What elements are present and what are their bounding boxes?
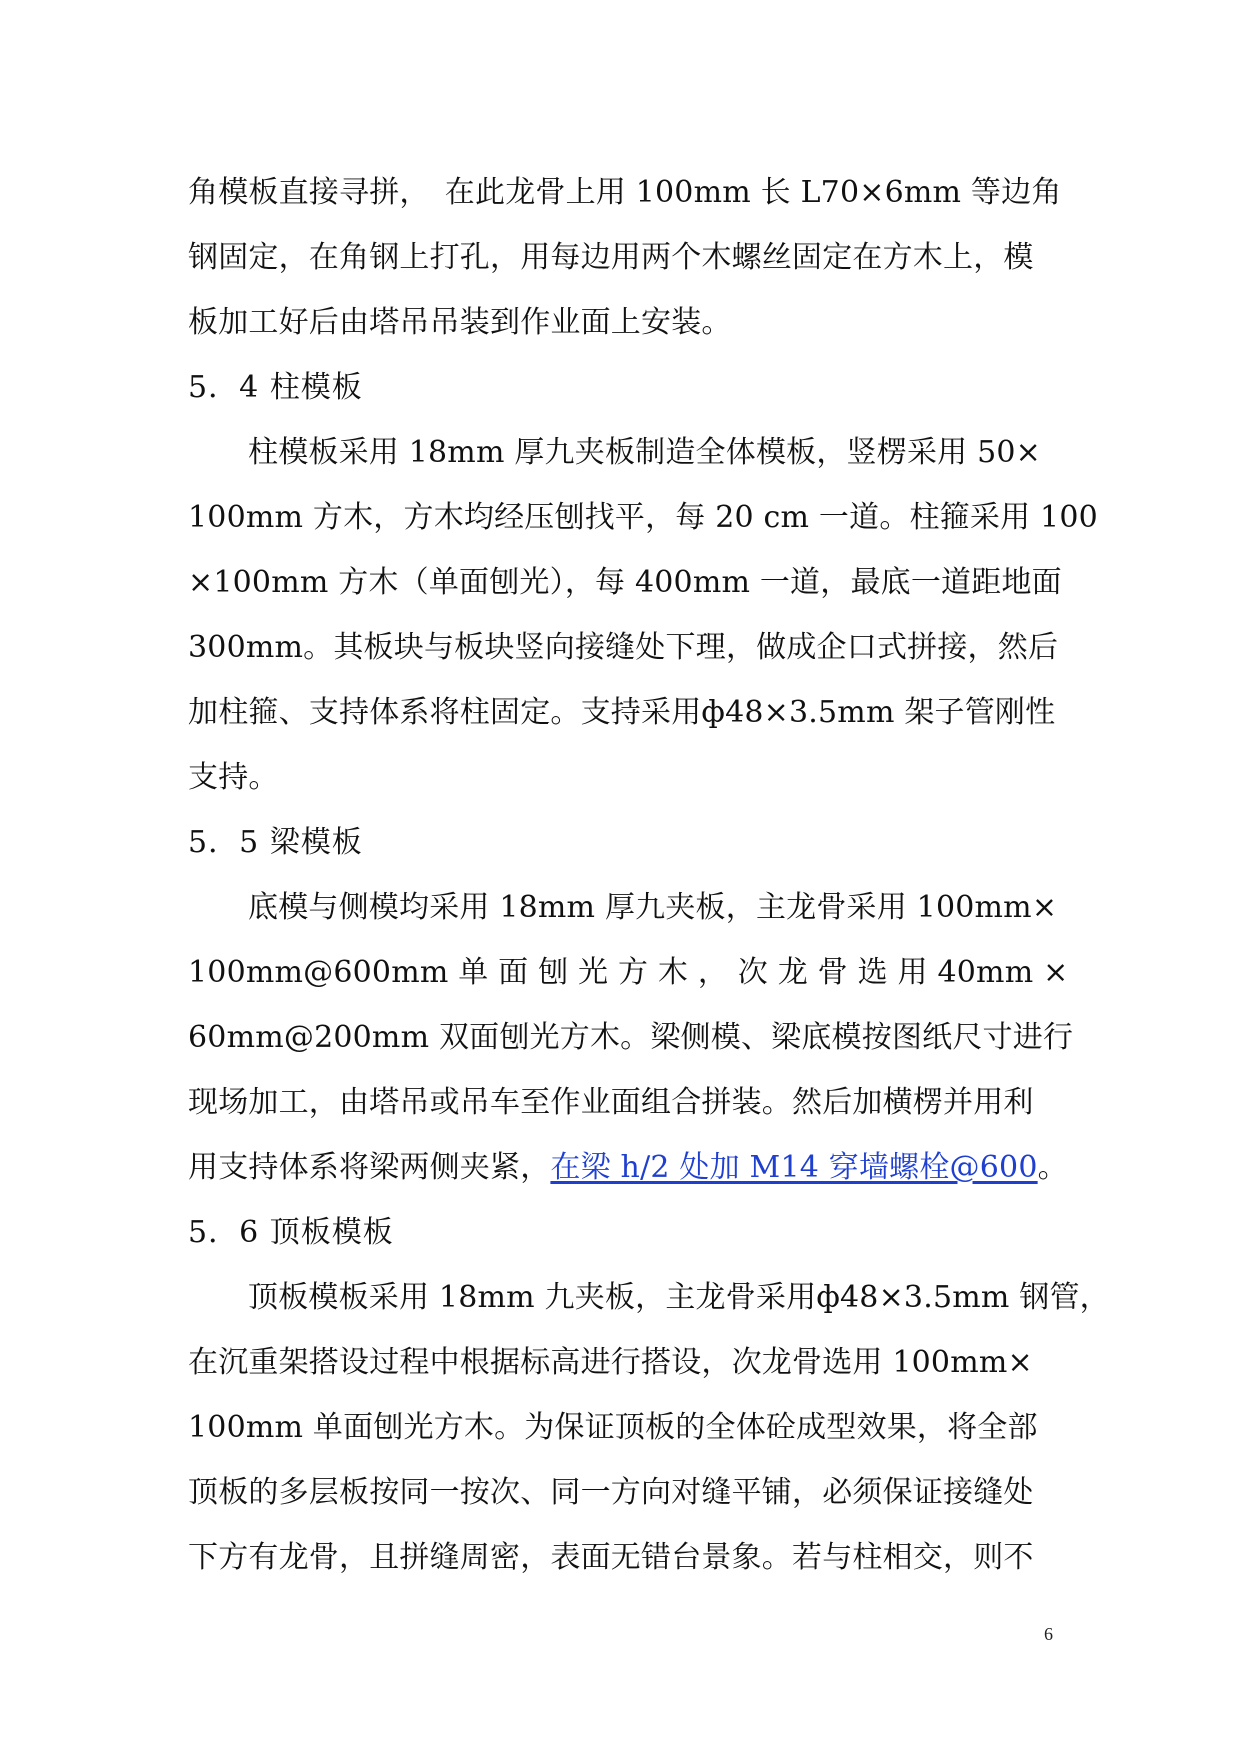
section-heading-5-5: 5．5 梁模板 — [188, 825, 363, 860]
bolt-spacing-link[interactable]: 在梁 h/2 处加 M14 穿墙螺栓@600 — [550, 1150, 1038, 1185]
paragraph-line: 加柱箍、支持体系将柱固定。支持采用ф48×3.5mm 架子管刚性 — [188, 695, 1056, 730]
paragraph-line: 板加工好后由塔吊吊装到作业面上安装。 — [188, 305, 732, 340]
paragraph-line: 角模板直接寻拼， 在此龙骨上用 100mm 长 L70×6mm 等边角 — [188, 175, 1062, 210]
document-body — [188, 160, 1110, 1590]
paragraph-text: 用支持体系将梁两侧夹紧， — [188, 1150, 551, 1185]
paragraph-line-with-link — [188, 1135, 1068, 1200]
paragraph-text: 。 — [1037, 1150, 1068, 1185]
paragraph-line: 现场加工，由塔吊或吊车至作业面组合拼装。然后加横楞并用利 — [188, 1085, 1034, 1120]
paragraph-line: 底模与侧模均采用 18mm 厚九夹板，主龙骨采用 100mm× — [248, 890, 1058, 925]
paragraph-line: 柱模板采用 18mm 厚九夹板制造全体模板，竖楞采用 50× — [248, 435, 1041, 470]
section-heading-5-6: 5．6 顶板模板 — [188, 1215, 394, 1250]
paragraph-line: ×100mm 方木（单面刨光），每 400mm 一道，最底一道距地面 — [188, 565, 1062, 600]
paragraph-line: 下方有龙骨，且拼缝周密，表面无错台景象。若与柱相交，则不 — [188, 1540, 1034, 1575]
paragraph-line: 支持。 — [188, 760, 279, 795]
paragraph-line: 钢固定，在角钢上打孔，用每边用两个木螺丝固定在方木上，模 — [188, 240, 1034, 275]
paragraph-line: 100mm 方木，方木均经压刨找平，每 20 cm 一道。柱箍采用 100 — [188, 500, 1098, 535]
paragraph-line: 100mm 单面刨光方木。为保证顶板的全体砼成型效果，将全部 — [188, 1410, 1038, 1445]
section-heading-5-4: 5．4 柱模板 — [188, 370, 363, 405]
paragraph-line: 300mm。其板块与板块竖向接缝处下理，做成企口式拼接，然后 — [188, 630, 1059, 665]
paragraph-line: 100mm@600mm 单 面 刨 光 方 木 ， 次 龙 骨 选 用 40mm × — [188, 955, 1069, 990]
paragraph-line: 60mm@200mm 双面刨光方木。梁侧模、梁底模按图纸尺寸进行 — [188, 1020, 1074, 1055]
paragraph-line: 在沉重架搭设过程中根据标高进行搭设，次龙骨选用 100mm× — [188, 1345, 1033, 1380]
page-number: 6 — [1044, 1624, 1053, 1644]
paragraph-line: 顶板模板采用 18mm 九夹板，主龙骨采用ф48×3.5mm 钢管， — [248, 1280, 1110, 1315]
paragraph-line: 顶板的多层板按同一按次、同一方向对缝平铺，必须保证接缝处 — [188, 1475, 1034, 1510]
